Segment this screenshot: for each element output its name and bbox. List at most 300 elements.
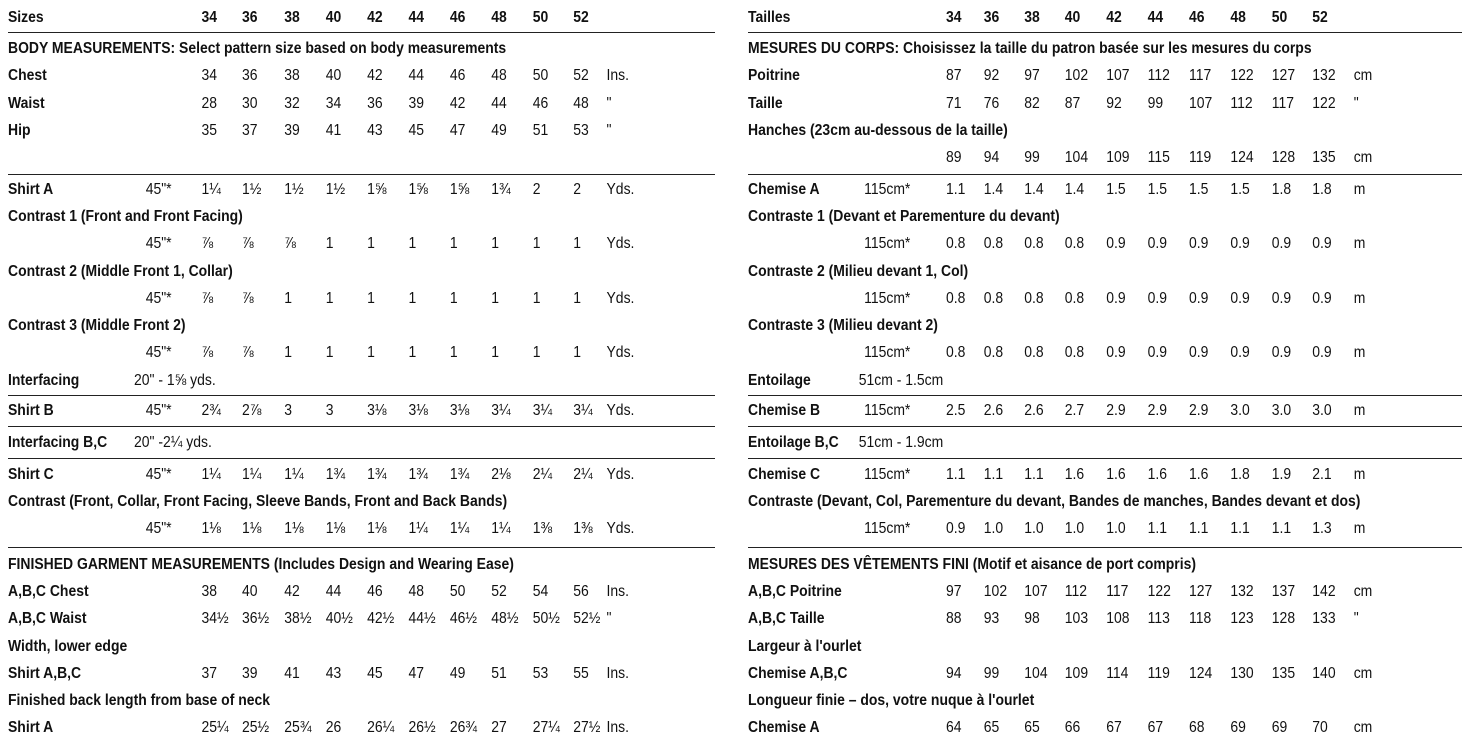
size-heading: 44 bbox=[408, 9, 425, 26]
size-value: 1⅝ bbox=[449, 181, 470, 198]
size-value: 2¼ bbox=[532, 466, 553, 483]
section-label: Contraste 1 (Devant et Parementure du devant) bbox=[748, 208, 1060, 225]
size-heading: 50 bbox=[532, 9, 549, 26]
divider-line bbox=[748, 32, 1462, 33]
size-value: 1¾ bbox=[491, 181, 511, 198]
finished-measurements-title: FINISHED GARMENT MEASUREMENTS (Includes Design and Wearing Ease) bbox=[8, 556, 514, 573]
size-value: 25¼ bbox=[201, 719, 229, 736]
unit-label: Ins. bbox=[606, 719, 629, 736]
fabric-width: 115cm* bbox=[864, 181, 911, 198]
unit-label: " bbox=[606, 122, 612, 139]
size-value: 0.9 bbox=[1189, 344, 1209, 361]
size-value: 46 bbox=[449, 67, 466, 84]
section-label: Contraste 3 (Milieu devant 2) bbox=[748, 317, 938, 334]
size-heading: 40 bbox=[325, 9, 342, 26]
size-value: 0.8 bbox=[983, 235, 1004, 252]
size-heading: 50 bbox=[1271, 9, 1288, 26]
size-heading: 46 bbox=[449, 9, 466, 26]
section-label-row bbox=[8, 203, 644, 230]
size-value: 1.5 bbox=[1230, 181, 1250, 198]
size-value: 2.9 bbox=[1106, 402, 1126, 419]
body-measurements-title: MESURES DU CORPS: Choisissez la taille du patron basée sur les mesures du corps bbox=[748, 40, 1312, 57]
unit-label: m bbox=[1353, 344, 1366, 361]
size-value: 26½ bbox=[408, 719, 436, 736]
size-value: 0.8 bbox=[946, 235, 966, 252]
size-value: 1 bbox=[532, 235, 541, 252]
size-value: 140 bbox=[1312, 665, 1336, 682]
size-value: 47 bbox=[449, 122, 466, 139]
table-row bbox=[748, 90, 1391, 117]
size-value: 117 bbox=[1271, 95, 1295, 112]
size-value: 102 bbox=[1064, 67, 1089, 84]
size-value: 1 bbox=[367, 290, 375, 307]
row-label: Shirt A bbox=[8, 181, 54, 198]
sizes-label: Tailles bbox=[748, 9, 791, 26]
row-label: Waist bbox=[8, 95, 45, 112]
size-value: 112 bbox=[1147, 67, 1170, 84]
unit-label: m bbox=[1353, 181, 1366, 198]
size-value: 0.9 bbox=[1230, 235, 1250, 252]
size-value: 0.8 bbox=[946, 344, 966, 361]
size-value: 1 bbox=[491, 344, 500, 361]
size-value: 41 bbox=[284, 665, 300, 682]
size-value: 0.9 bbox=[1230, 344, 1250, 361]
size-value: 1 bbox=[408, 235, 417, 252]
size-value: 2⅞ bbox=[242, 402, 262, 419]
size-value: 1¾ bbox=[325, 466, 346, 483]
fabric-width: 115cm* bbox=[864, 344, 911, 361]
fabric-width: 45"* bbox=[145, 181, 172, 198]
size-value: 98 bbox=[1024, 610, 1040, 627]
size-value: 88 bbox=[946, 610, 962, 627]
size-heading: 38 bbox=[284, 9, 300, 26]
size-value: 1.5 bbox=[1189, 181, 1209, 198]
size-value: 102 bbox=[983, 583, 1008, 600]
size-value: 87 bbox=[1064, 95, 1081, 112]
size-value: 2.1 bbox=[1312, 466, 1332, 483]
size-value: 1¼ bbox=[284, 466, 304, 483]
table-row bbox=[748, 230, 1391, 257]
size-value: 1⅛ bbox=[242, 520, 262, 537]
size-value: ⅞ bbox=[242, 344, 254, 361]
size-value: 3⅛ bbox=[408, 402, 428, 419]
fabric-width: 45"* bbox=[145, 344, 172, 361]
size-value: 0.8 bbox=[1024, 235, 1044, 252]
size-value: 87 bbox=[946, 67, 962, 84]
size-value: 27½ bbox=[573, 719, 601, 736]
size-value: 1 bbox=[284, 290, 293, 307]
table-row bbox=[8, 230, 644, 257]
size-value: 1.1 bbox=[1189, 520, 1209, 537]
size-heading: 40 bbox=[1064, 9, 1081, 26]
row-label: Shirt A,B,C bbox=[8, 665, 82, 682]
size-value: 1 bbox=[408, 290, 417, 307]
size-value: 0.9 bbox=[1312, 290, 1332, 307]
size-value: 128 bbox=[1271, 149, 1296, 166]
size-value: 40 bbox=[325, 67, 342, 84]
size-value: 1½ bbox=[284, 181, 304, 198]
size-value: 0.9 bbox=[1230, 290, 1250, 307]
size-value: 118 bbox=[1189, 610, 1212, 627]
size-value: 68 bbox=[1189, 719, 1205, 736]
size-value: 117 bbox=[1106, 583, 1129, 600]
size-value: 1.6 bbox=[1064, 466, 1085, 483]
size-value: 3¼ bbox=[573, 402, 593, 419]
fabric-width: 115cm* bbox=[864, 520, 911, 537]
table-row bbox=[748, 397, 1391, 424]
size-value: 89 bbox=[946, 149, 962, 166]
table-row bbox=[8, 176, 644, 203]
size-value: 1⅛ bbox=[367, 520, 387, 537]
size-value: 0.9 bbox=[1147, 344, 1168, 361]
size-heading: 48 bbox=[491, 9, 507, 26]
section-label-row bbox=[748, 633, 1391, 660]
size-value: 3 bbox=[284, 402, 293, 419]
size-value: 1 bbox=[532, 290, 541, 307]
section-label: Contrast 2 (Middle Front 1, Collar) bbox=[8, 263, 233, 280]
size-value: 54 bbox=[532, 583, 549, 600]
size-value: ⅞ bbox=[201, 290, 214, 307]
size-value: 40½ bbox=[325, 610, 353, 627]
size-value: 2.9 bbox=[1147, 402, 1168, 419]
size-value: 2.6 bbox=[983, 402, 1004, 419]
size-value: 36 bbox=[242, 67, 258, 84]
size-value: 49 bbox=[449, 665, 466, 682]
size-value: 47 bbox=[408, 665, 425, 682]
size-value: 1 bbox=[325, 235, 334, 252]
section-label-row bbox=[8, 312, 644, 339]
size-value: 1.8 bbox=[1312, 181, 1332, 198]
fabric-width: 115cm* bbox=[864, 235, 911, 252]
size-value: 48 bbox=[491, 67, 507, 84]
size-value: 52½ bbox=[573, 610, 601, 627]
section-label-row bbox=[748, 312, 1391, 339]
unit-label: " bbox=[1353, 95, 1359, 112]
size-value: 50 bbox=[532, 67, 549, 84]
table-row bbox=[748, 285, 1391, 312]
size-value: 26 bbox=[325, 719, 342, 736]
table-row bbox=[8, 714, 644, 741]
size-value: 1 bbox=[367, 235, 375, 252]
section-label: Width, lower edge bbox=[8, 638, 128, 655]
unit-label: Yds. bbox=[606, 402, 635, 419]
size-value: 53 bbox=[532, 665, 549, 682]
size-value: 76 bbox=[983, 95, 1000, 112]
size-value: 38½ bbox=[284, 610, 312, 627]
section-label-row bbox=[8, 488, 644, 515]
fabric-width: 45"* bbox=[145, 235, 172, 252]
unit-label: " bbox=[1353, 610, 1359, 627]
size-value: 65 bbox=[1024, 719, 1040, 736]
size-value: 2.7 bbox=[1064, 402, 1085, 419]
size-value: 1¼ bbox=[408, 520, 428, 537]
row-label: Poitrine bbox=[748, 67, 800, 84]
size-value: 97 bbox=[946, 583, 962, 600]
section-label-row bbox=[748, 203, 1391, 230]
size-value: 114 bbox=[1106, 665, 1129, 682]
section-label-row bbox=[8, 687, 644, 714]
size-value: 2.5 bbox=[946, 402, 966, 419]
size-value: 1 bbox=[284, 344, 293, 361]
section-label: Hanches (23cm au-dessous de la taille) bbox=[748, 122, 1008, 139]
size-value: 127 bbox=[1189, 583, 1213, 600]
section-label: Contrast (Front, Collar, Front Facing, Sleeve Bands, Front and Back Bands) bbox=[8, 493, 508, 510]
unit-label: m bbox=[1353, 235, 1366, 252]
size-value: 0.8 bbox=[1064, 344, 1085, 361]
unit-label: Yds. bbox=[606, 520, 635, 537]
unit-label: " bbox=[606, 95, 612, 112]
size-value: 1¼ bbox=[201, 181, 221, 198]
unit-label: " bbox=[606, 610, 612, 627]
section-label-row bbox=[748, 117, 1391, 144]
table-row bbox=[8, 461, 644, 488]
size-value: 1 bbox=[532, 344, 541, 361]
divider-line bbox=[8, 32, 715, 33]
unit-label: Yds. bbox=[606, 344, 635, 361]
size-value: 3.0 bbox=[1312, 402, 1332, 419]
size-value: 135 bbox=[1271, 665, 1296, 682]
size-value: 40 bbox=[242, 583, 258, 600]
unit-label: cm bbox=[1353, 583, 1373, 600]
size-value: 130 bbox=[1230, 665, 1254, 682]
size-value: 104 bbox=[1024, 665, 1048, 682]
size-value: 1.0 bbox=[1024, 520, 1044, 537]
size-value: 0.9 bbox=[1106, 235, 1126, 252]
size-value: 1.5 bbox=[1147, 181, 1168, 198]
size-value: 93 bbox=[983, 610, 1000, 627]
size-value: 1.1 bbox=[983, 466, 1004, 483]
size-value: 1.5 bbox=[1106, 181, 1126, 198]
row-label: Entoilage B,C bbox=[748, 434, 839, 451]
size-value: 0.9 bbox=[1189, 235, 1209, 252]
size-value: 1 bbox=[408, 344, 417, 361]
size-value: 1 bbox=[325, 344, 334, 361]
size-value: 1.6 bbox=[1147, 466, 1168, 483]
size-value: 1.1 bbox=[1147, 520, 1168, 537]
size-value: 103 bbox=[1064, 610, 1089, 627]
row-label: Shirt C bbox=[8, 466, 54, 483]
size-value: 27¼ bbox=[532, 719, 560, 736]
size-heading: 34 bbox=[946, 9, 962, 26]
size-value: 0.8 bbox=[983, 344, 1004, 361]
row-label: Chemise A bbox=[748, 181, 820, 198]
section-label-row bbox=[748, 687, 1391, 714]
size-value: 1.1 bbox=[946, 466, 966, 483]
size-value: 51 bbox=[532, 122, 549, 139]
sizes-label: Sizes bbox=[8, 9, 44, 26]
size-value: 3⅛ bbox=[449, 402, 470, 419]
size-value: 44 bbox=[325, 583, 342, 600]
interfacing-text: 20" - 1⅝ yds. bbox=[134, 372, 216, 389]
size-value: 42½ bbox=[367, 610, 395, 627]
size-value: 66 bbox=[1064, 719, 1081, 736]
size-value: 1⅜ bbox=[573, 520, 593, 537]
divider-line bbox=[748, 174, 1462, 175]
size-value: 0.9 bbox=[1106, 290, 1126, 307]
title-row bbox=[748, 35, 1391, 62]
unit-label: cm bbox=[1353, 149, 1373, 166]
size-value: 52 bbox=[573, 67, 589, 84]
table-row bbox=[748, 367, 1391, 394]
size-value: 82 bbox=[1024, 95, 1040, 112]
size-heading: 52 bbox=[1312, 9, 1328, 26]
divider-line bbox=[8, 547, 715, 548]
table-row bbox=[8, 660, 644, 687]
size-value: 3¼ bbox=[491, 402, 511, 419]
size-value: 34 bbox=[325, 95, 342, 112]
size-value: 42 bbox=[284, 583, 300, 600]
size-value: 1¼ bbox=[201, 466, 221, 483]
size-value: 133 bbox=[1312, 610, 1336, 627]
table-row bbox=[748, 176, 1391, 203]
size-value: 122 bbox=[1230, 67, 1254, 84]
size-value: 1.0 bbox=[1064, 520, 1085, 537]
size-value: 36½ bbox=[242, 610, 270, 627]
table-row bbox=[748, 144, 1391, 171]
size-value: 67 bbox=[1106, 719, 1122, 736]
size-value: 1¼ bbox=[242, 466, 262, 483]
section-label-row bbox=[8, 633, 644, 660]
title-row bbox=[748, 551, 1391, 578]
size-value: 41 bbox=[325, 122, 342, 139]
table-row bbox=[8, 515, 644, 542]
unit-label: cm bbox=[1353, 67, 1373, 84]
row-label: Taille bbox=[748, 95, 783, 112]
divider-line bbox=[748, 458, 1462, 459]
size-value: 46 bbox=[532, 95, 549, 112]
size-value: 3⅛ bbox=[367, 402, 387, 419]
size-value: 124 bbox=[1230, 149, 1254, 166]
size-value: 0.8 bbox=[1024, 344, 1044, 361]
sizes-header bbox=[748, 4, 1391, 31]
row-label: Chemise A,B,C bbox=[748, 665, 848, 682]
size-value: 109 bbox=[1064, 665, 1089, 682]
table-row bbox=[8, 117, 644, 144]
size-value: 2.6 bbox=[1024, 402, 1044, 419]
size-value: 52 bbox=[491, 583, 507, 600]
size-value: 42 bbox=[449, 95, 466, 112]
size-value: 1 bbox=[573, 290, 581, 307]
size-value: 104 bbox=[1064, 149, 1089, 166]
size-value: 1.1 bbox=[1024, 466, 1044, 483]
size-value: 135 bbox=[1312, 149, 1336, 166]
table-row bbox=[8, 367, 644, 394]
size-value: 119 bbox=[1189, 149, 1212, 166]
size-value: 46 bbox=[367, 583, 383, 600]
table-row bbox=[748, 714, 1391, 741]
divider-line bbox=[8, 174, 715, 175]
row-label: A,B,C Chest bbox=[8, 583, 89, 600]
size-value: 1⅛ bbox=[325, 520, 346, 537]
size-value: 0.9 bbox=[1189, 290, 1209, 307]
row-label: Entoilage bbox=[748, 372, 811, 389]
unit-label: cm bbox=[1353, 665, 1373, 682]
size-value: 2¾ bbox=[201, 402, 221, 419]
divider-line bbox=[8, 458, 715, 459]
size-value: 0.9 bbox=[1106, 344, 1126, 361]
size-value: 51 bbox=[491, 665, 507, 682]
size-value: 37 bbox=[201, 665, 218, 682]
divider-line bbox=[8, 426, 715, 427]
table-row bbox=[748, 578, 1391, 605]
size-value: 48½ bbox=[491, 610, 519, 627]
size-value: 0.9 bbox=[1312, 235, 1332, 252]
unit-label: Yds. bbox=[606, 235, 635, 252]
size-value: 49 bbox=[491, 122, 507, 139]
table-row bbox=[8, 90, 644, 117]
size-value: 1 bbox=[449, 344, 458, 361]
size-value: 1¼ bbox=[449, 520, 470, 537]
row-label: A,B,C Poitrine bbox=[748, 583, 842, 600]
size-value: 70 bbox=[1312, 719, 1328, 736]
size-value: 1.9 bbox=[1271, 466, 1292, 483]
section-label: Contraste 2 (Milieu devant 1, Col) bbox=[748, 263, 969, 280]
row-label: Chemise C bbox=[748, 466, 821, 483]
size-value: 44 bbox=[408, 67, 425, 84]
table-row bbox=[8, 285, 644, 312]
size-heading: 46 bbox=[1189, 9, 1205, 26]
size-value: 44 bbox=[491, 95, 507, 112]
section-label: Contrast 1 (Front and Front Facing) bbox=[8, 208, 243, 225]
size-value: 1⅝ bbox=[408, 181, 428, 198]
body-measurements-title: BODY MEASUREMENTS: Select pattern size based on body measurements bbox=[8, 40, 507, 57]
table-row bbox=[748, 429, 1391, 456]
french-size-chart bbox=[748, 0, 1462, 741]
unit-label: Ins. bbox=[606, 583, 629, 600]
size-value: 1 bbox=[325, 290, 334, 307]
size-value: 69 bbox=[1271, 719, 1288, 736]
size-value: 1.0 bbox=[983, 520, 1004, 537]
size-value: 123 bbox=[1230, 610, 1254, 627]
size-value: 92 bbox=[1106, 95, 1122, 112]
size-value: 107 bbox=[1106, 67, 1130, 84]
size-value: 39 bbox=[408, 95, 425, 112]
fabric-width: 45"* bbox=[145, 520, 172, 537]
size-value: 1.8 bbox=[1271, 181, 1292, 198]
size-value: 2.9 bbox=[1189, 402, 1209, 419]
size-value: 38 bbox=[201, 583, 218, 600]
size-value: 1.1 bbox=[1271, 520, 1292, 537]
size-value: 124 bbox=[1189, 665, 1213, 682]
unit-label: Ins. bbox=[606, 67, 629, 84]
sizes-header bbox=[8, 4, 644, 31]
section-label-row bbox=[748, 258, 1391, 285]
size-value: 30 bbox=[242, 95, 258, 112]
section-label: Finished back length from base of neck bbox=[8, 692, 271, 709]
size-heading: 42 bbox=[367, 9, 383, 26]
size-value: 38 bbox=[284, 67, 300, 84]
size-value: 37 bbox=[242, 122, 258, 139]
size-value: ⅞ bbox=[242, 235, 254, 252]
size-value: 42 bbox=[367, 67, 383, 84]
size-value: 32 bbox=[284, 95, 300, 112]
size-value: 0.8 bbox=[1024, 290, 1044, 307]
size-value: 0.8 bbox=[1064, 290, 1085, 307]
size-value: ⅞ bbox=[201, 235, 214, 252]
size-value: 2 bbox=[573, 181, 581, 198]
size-heading: 34 bbox=[201, 9, 218, 26]
size-heading: 52 bbox=[573, 9, 589, 26]
size-value: 113 bbox=[1147, 610, 1170, 627]
size-value: 45 bbox=[408, 122, 425, 139]
divider-line bbox=[748, 395, 1462, 396]
table-row bbox=[8, 62, 644, 89]
size-value: 1⅝ bbox=[367, 181, 387, 198]
size-value: 112 bbox=[1230, 95, 1253, 112]
size-value: 122 bbox=[1147, 583, 1171, 600]
size-value: 1.4 bbox=[983, 181, 1004, 198]
size-value: 46½ bbox=[449, 610, 478, 627]
